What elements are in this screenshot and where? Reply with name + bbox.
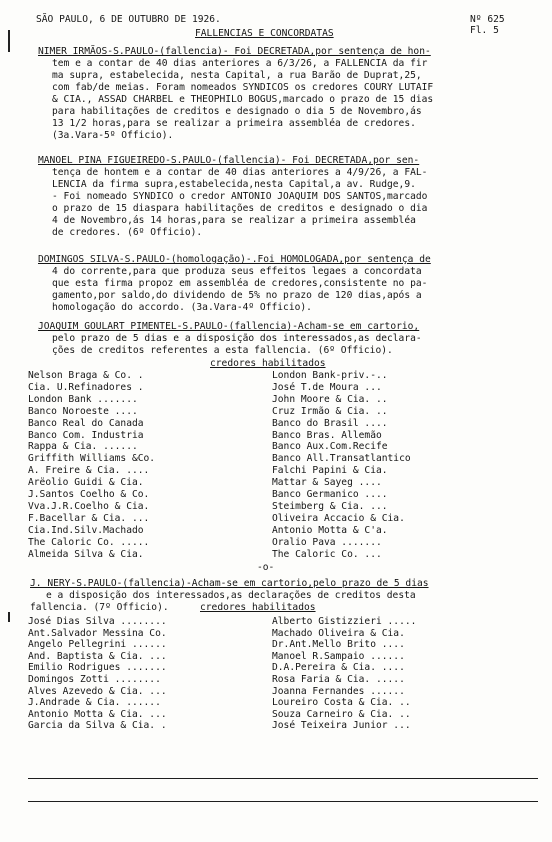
article-line: JOAQUIM GOULART PIMENTEL-S.PAULO-(fallencia)-Acham-se em cartorio,	[38, 321, 420, 332]
article-line: ções de creditos referentes a esta fallencia. (6º Officio).	[52, 345, 393, 356]
creditor-name: D.A.Pereira & Cia. ....	[272, 662, 405, 674]
creditor-name: The Caloric Co. .....	[28, 536, 150, 548]
creditor-name: Joanna Fernandes ......	[272, 685, 405, 697]
article-line: tem e a contar de 40 dias anteriores a 6/3/26, a FALLENCIA da fir	[52, 58, 428, 69]
creditor-name: Ant.Salvador Messina Co.	[28, 627, 167, 639]
article-line: e a disposição dos interessados,as declarações de creditos desta	[46, 590, 416, 601]
creditor-name: Oliveira Accacio & Cia.	[272, 512, 405, 524]
article-line: pelo prazo de 5 dias e a disposição dos interessados,as declara-	[52, 333, 422, 344]
article-line: 4 de Novembro,ás 14 horas,para se realizar a primeira assembléa	[52, 215, 416, 226]
folio-number: Fl. 5	[470, 25, 499, 36]
creditor-name: Antonio Motta & Cia. ...	[28, 708, 167, 720]
creditor-name: Oralio Pava .......	[272, 536, 382, 548]
creditor-name: Emilio Rodrigues .......	[28, 662, 167, 674]
article-line: com fab/de meias. Foram nomeados SYNDICOS os credores COURY LUTAIF	[52, 82, 434, 93]
article-line: MANOEL PINA FIGUEIREDO-S.PAULO-(fallencia)- Foi DECRETADA,por sen-	[38, 155, 420, 166]
creditor-name: Almeida Silva & Cia.	[28, 548, 144, 560]
creditor-name: Griffith Williams &Co.	[28, 453, 156, 465]
creditor-name: Dr.Ant.Mello Brito ....	[272, 639, 405, 651]
creditor-name: London Bank .......	[28, 393, 138, 405]
article-line: - Foi nomeado SYNDICO o credor ANTONIO JOAQUIM DOS SANTOS,marcado	[52, 191, 428, 202]
article-line: que esta firma propoz em assembléa de credores,consistente no pa-	[52, 278, 428, 289]
creditor-name: Falchi Papini & Cia.	[272, 465, 388, 477]
creditor-name: Banco do Brasil ....	[272, 417, 388, 429]
creditor-name: Rappa & Cia. ......	[28, 441, 138, 453]
creditor-name: A. Freire & Cia. ....	[28, 465, 150, 477]
creditor-name: Banco Com. Industria	[28, 429, 144, 441]
creditor-name: José Teixeira Junior ...	[272, 720, 411, 732]
creditor-name: Nelson Braga & Co. .	[28, 370, 144, 381]
creditor-name: Antonio Motta & C'a.	[272, 524, 388, 536]
divider-rule	[28, 801, 538, 802]
article-line: para habilitações de creditos e designado o dia 5 de Novembro,ás	[52, 106, 422, 117]
table-title: credores habilitados	[200, 602, 316, 613]
article-line: o prazo de 15 diaspara habilitações de creditos e designado o dia	[52, 203, 428, 214]
article-line: (3a.Vara-5º Officio).	[52, 130, 174, 141]
creditor-name: Loureiro Costa & Cia. ..	[272, 697, 411, 709]
article-line: ma supra, estabelecida, nesta Capital, a rua Barão de Duprat,25,	[52, 70, 422, 81]
creditor-name: Garcia da Silva & Cia. .	[28, 720, 167, 732]
margin-mark	[8, 30, 10, 52]
creditor-name: Alves Azevedo & Cia. ...	[28, 685, 167, 697]
creditor-name: Mattar & Sayeg ....	[272, 477, 382, 489]
creditor-name: Machado Oliveira & Cia.	[272, 627, 405, 639]
creditor-name: Banco Bras. Allemão	[272, 429, 382, 441]
creditor-name: José T.de Moura ...	[272, 381, 382, 393]
issue-number: Nº 625	[470, 14, 505, 25]
end-mark: -o-	[257, 562, 275, 573]
creditor-name: Cia.Ind.Silv.Machado	[28, 524, 144, 536]
creditor-name: Banco Aux.Com.Recife	[272, 441, 388, 453]
article-line: J. NERY-S.PAULO-(fallencia)-Acham-se em cartorio,pelo prazo de 5 dias	[30, 578, 429, 589]
creditor-name: Souza Carneiro & Cia. ..	[272, 708, 411, 720]
creditor-name: J.Santos Coelho & Co.	[28, 489, 150, 500]
creditor-name: Rosa Faria & Cia. .....	[272, 674, 405, 685]
creditor-name: And. Baptista & Cia. ...	[28, 650, 167, 662]
creditor-name: J.Andrade & Cia. ......	[28, 697, 161, 709]
article-line: gamento,por saldo,do dividendo de 5% no prazo de 120 dias,após a	[52, 290, 422, 301]
margin-mark	[8, 612, 10, 622]
creditor-name: London Bank-priv.-..	[272, 370, 388, 381]
creditor-name: Banco All.Transatlantico	[272, 453, 411, 465]
article-line: DOMINGOS SILVA-S.PAULO-(homologação)-.Foi HOMOLOGADA,por sentença de	[38, 254, 431, 265]
table-title: credores habilitados	[210, 358, 326, 369]
creditor-name: Banco Noroeste ....	[28, 405, 138, 417]
article-line: homologação do accordo. (3a.Vara-4º Officio).	[52, 302, 312, 313]
article-line: tença de hontem e a contar de 40 dias anteriores a 4/9/26, a FAL-	[52, 167, 428, 178]
creditor-name: Vva.J.R.Coelho & Cia.	[28, 500, 150, 512]
article-line: & CIA., ASSAD CHARBEL e THEOPHILO BOGUS,marcado o prazo de 15 dias	[52, 94, 434, 105]
creditor-name: F.Bacellar & Cia. ...	[28, 512, 150, 524]
creditor-name: Alberto Gistizzieri .....	[272, 616, 417, 627]
creditor-name: Cia. U.Refinadores .	[28, 381, 144, 393]
creditor-name: Angelo Pellegrini ......	[28, 639, 167, 651]
creditor-name: Banco Germanico ....	[272, 489, 388, 500]
creditor-name: John Moore & Cia. ..	[272, 393, 388, 405]
creditor-name: José Dias Silva ........	[28, 616, 167, 627]
article-line: fallencia. (7º Officio).	[30, 602, 169, 613]
section-title: FALLENCIAS E CONCORDATAS	[195, 28, 334, 39]
place-date: SÃO PAULO, 6 DE OUTUBRO DE 1926.	[36, 14, 221, 25]
article-line: NIMER IRMÃOS-S.PAULO-(fallencia)- Foi DECRETADA,por sentença de hon-	[38, 46, 431, 57]
creditor-name: Steimberg & Cia. ...	[272, 500, 388, 512]
article-line: LENCIA da firma supra,estabelecida,nesta Capital,a av. Rudge,9.	[52, 179, 416, 190]
creditor-name: Arëolio Guidi & Cia.	[28, 477, 144, 489]
article-line: 4 do corrente,para que produza seus effeitos legaes a concordata	[52, 266, 422, 277]
creditor-name: The Caloric Co. ...	[272, 548, 382, 560]
creditor-name: Cruz Irmão & Cia. ..	[272, 405, 388, 417]
article-line: 13 1/2 horas,para se realizar a primeira assembléa de credores.	[52, 118, 416, 129]
divider-rule	[28, 778, 538, 779]
creditor-name: Domingos Zotti ........	[28, 674, 161, 685]
creditor-name: Manoel R.Sampaio ......	[272, 650, 405, 662]
creditor-name: Banco Real do Canada	[28, 417, 144, 429]
article-line: de credores. (6º Officio).	[52, 227, 203, 238]
